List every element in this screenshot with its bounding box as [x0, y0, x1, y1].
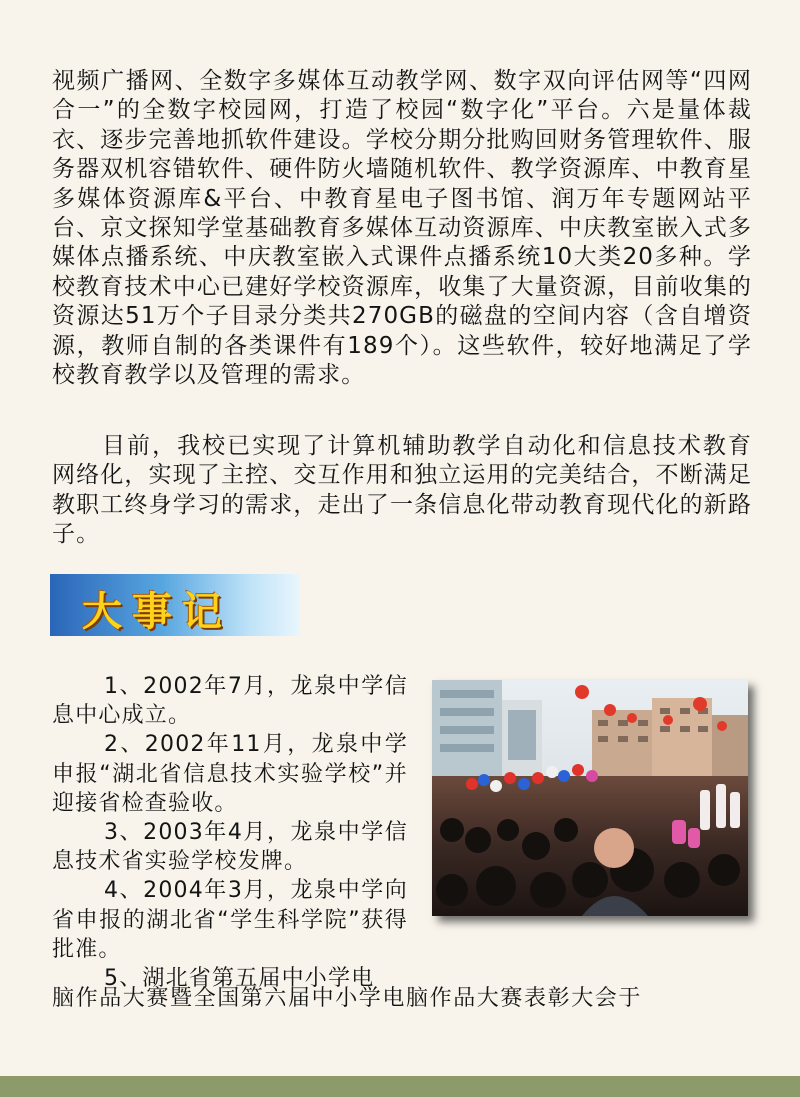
- event-item-3: 3、2003年4月，龙泉中学信息技术省实验学校发牌。: [52, 820, 408, 875]
- section-heading-banner: [50, 574, 300, 636]
- event-item-1: 1、2002年7月，龙泉中学信息中心成立。: [52, 674, 408, 729]
- event-item-2: 2、2002年11月，龙泉中学申报“湖北省信息技术实验学校”并迎接省检查验收。: [52, 732, 408, 816]
- events-list: [52, 672, 408, 993]
- body-paragraph-summary: 目前，我校已实现了计算机辅助教学自动化和信息技术教育网络化，实现了主控、交互作用和独立运用的完美结合，不断满足教职工终身学习的需求，走出了一条信息化带动教育现代化的新路子。: [52, 433, 752, 548]
- ceremony-crowd-photo: [432, 680, 748, 916]
- event-item-5-continuation: 脑作品大赛暨全国第六届中小学电脑作品大赛表彰大会于: [52, 986, 643, 1011]
- ceremony-crowd-illustration: [432, 680, 748, 916]
- event-item-5: 5、湖北省第五届中小学电: [104, 966, 375, 992]
- body-paragraph-software: 视频广播网、全数字多媒体互动教学网、数字双向评估网等“四网合一”的全数字校园网，打造了校园“数字化”平台。六是量体裁衣、逐步完善地抓软件建设。学校分期分批购回财务管理软件、服务器双机容错软件、硬件防火墙随机软件、教学资源库、中教育星多媒体资源库&平台、中教育星电子图书馆、润万年专题网站平台、京文探知学堂基础教育多媒体互动资源库、中庆教室嵌入式多媒体点播系统、中庆教室嵌入式课件点播系统10大类20多种。学校教育技术中心已建好学校资源库，收集了大量资源，目前收集的资源达51万个子目录分类共270GB的磁盘的空间内容（含自增资源，教师自制的各类课件有189个）。这些软件，较好地满足了学校教育教学以及管理的需求。: [52, 68, 752, 389]
- section-heading-title: 大事记: [82, 588, 232, 635]
- event-item-4: 4、2004年3月，龙泉中学向省申报的湖北省“学生科学院”获得批准。: [52, 878, 408, 962]
- footer-band: [0, 1076, 800, 1097]
